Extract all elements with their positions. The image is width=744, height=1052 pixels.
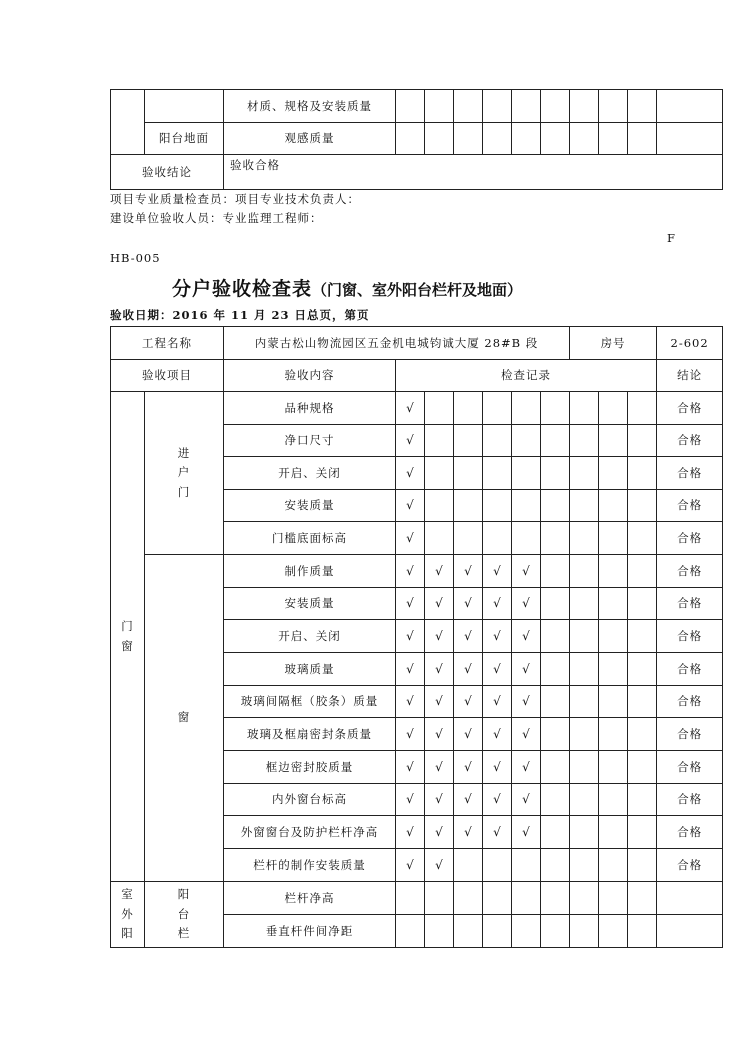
blank-cell <box>111 90 145 155</box>
check-cell <box>628 392 657 425</box>
check-cell <box>570 849 599 882</box>
check-mark: √ <box>396 588 425 620</box>
check-cell <box>599 849 628 882</box>
row-content: 开启、关闭 <box>224 457 396 490</box>
check-cell <box>628 425 657 457</box>
group-main-cell <box>111 392 145 882</box>
group-window-label: 窗 <box>177 710 191 725</box>
room-value: 2-602 <box>657 327 723 360</box>
check-cell <box>570 686 599 718</box>
check-cell <box>541 588 570 620</box>
check-mark: √ <box>512 686 541 718</box>
check-mark: √ <box>396 718 425 751</box>
check-mark: √ <box>396 686 425 718</box>
check-mark: √ <box>425 849 454 882</box>
title-sub: （门窗、室外阳台栏杆及地面） <box>312 281 523 299</box>
group-main-label: 门窗 <box>121 618 134 653</box>
check-cell <box>454 425 483 457</box>
check-mark: √ <box>512 816 541 849</box>
page-title <box>172 274 522 301</box>
check-cell <box>628 882 657 915</box>
row-content: 栏杆的制作安装质量 <box>224 849 396 882</box>
group-railing-cell <box>145 882 224 948</box>
check-cell <box>454 915 483 948</box>
check-cell <box>599 457 628 490</box>
check-mark: √ <box>454 686 483 718</box>
check-mark: √ <box>483 718 512 751</box>
table-row <box>111 392 723 425</box>
check-cell <box>570 425 599 457</box>
check-cell <box>599 588 628 620</box>
check-cell <box>628 490 657 522</box>
check-mark: √ <box>512 620 541 653</box>
group-outdoor-cell <box>111 882 145 948</box>
check-cell <box>628 816 657 849</box>
project-value: 内蒙古松山物流园区五金机电城钧诚大厦 28#B 段 <box>224 327 570 360</box>
row-result: 合格 <box>657 392 723 425</box>
table-row <box>111 555 723 588</box>
check-cell <box>512 915 541 948</box>
row-result: 合格 <box>657 588 723 620</box>
row-content: 观感质量 <box>224 123 396 155</box>
check-cell <box>425 915 454 948</box>
check-mark: √ <box>396 849 425 882</box>
project-label: 工程名称 <box>111 327 224 360</box>
check-cell <box>541 686 570 718</box>
check-cell <box>425 392 454 425</box>
row-result: 合格 <box>657 718 723 751</box>
row-content: 门槛底面标高 <box>224 522 396 555</box>
check-cell <box>541 457 570 490</box>
check-mark: √ <box>396 490 425 522</box>
row-result <box>657 882 723 915</box>
check-cell <box>541 784 570 816</box>
group-door-cell <box>145 392 224 555</box>
group-window-cell <box>145 555 224 882</box>
signature-line-1: 项目专业质量检查员：项目专业技术负责人： <box>110 192 360 206</box>
check-cell <box>570 751 599 784</box>
row-result: 合格 <box>657 620 723 653</box>
row-content: 安装质量 <box>224 588 396 620</box>
row-result: 合格 <box>657 457 723 490</box>
check-mark: √ <box>396 653 425 686</box>
check-mark: √ <box>512 751 541 784</box>
check-mark: √ <box>396 751 425 784</box>
row-item-label: 阳台地面 <box>145 123 224 155</box>
row-content: 外窗窗台及防护栏杆净高 <box>224 816 396 849</box>
acceptance-table <box>110 326 723 948</box>
check-cell <box>599 915 628 948</box>
check-cell <box>599 392 628 425</box>
row-content: 栏杆净高 <box>224 882 396 915</box>
check-cell <box>512 849 541 882</box>
check-cell <box>541 751 570 784</box>
blank-cell <box>145 90 224 123</box>
check-cell <box>570 784 599 816</box>
row-content: 垂直杆件间净距 <box>224 915 396 948</box>
row-result: 合格 <box>657 490 723 522</box>
check-mark: √ <box>425 620 454 653</box>
row-result: 合格 <box>657 816 723 849</box>
check-cell <box>483 392 512 425</box>
row-content: 玻璃及框扇密封条质量 <box>224 718 396 751</box>
row-result: 合格 <box>657 784 723 816</box>
meta-line: 验收日期：2016 年 11 月 23 日总页，第页 <box>110 308 370 322</box>
check-cell <box>628 784 657 816</box>
col-header-item: 验收项目 <box>111 360 224 392</box>
check-mark: √ <box>425 653 454 686</box>
check-cell <box>541 392 570 425</box>
row-result: 合格 <box>657 555 723 588</box>
check-mark: √ <box>483 588 512 620</box>
check-cell <box>425 425 454 457</box>
check-mark: √ <box>454 588 483 620</box>
check-cell <box>396 882 425 915</box>
check-mark: √ <box>454 816 483 849</box>
check-mark: √ <box>454 620 483 653</box>
check-cell <box>570 915 599 948</box>
check-cell <box>483 522 512 555</box>
row-result <box>657 915 723 948</box>
check-cell <box>541 882 570 915</box>
check-cell <box>454 490 483 522</box>
check-cell <box>599 653 628 686</box>
check-mark: √ <box>396 816 425 849</box>
check-cell <box>628 718 657 751</box>
check-cell <box>599 882 628 915</box>
check-cell <box>541 555 570 588</box>
row-content: 材质、规格及安装质量 <box>224 90 396 123</box>
check-cell <box>599 784 628 816</box>
check-cell <box>570 588 599 620</box>
check-cell <box>570 490 599 522</box>
check-mark: √ <box>454 718 483 751</box>
check-cell <box>483 882 512 915</box>
check-cell <box>628 555 657 588</box>
title-main: 分户验收检查表 <box>172 278 313 300</box>
check-cell <box>570 457 599 490</box>
check-cell <box>512 457 541 490</box>
check-cell <box>483 457 512 490</box>
mark-f: F <box>667 231 676 245</box>
row-result: 合格 <box>657 849 723 882</box>
check-mark: √ <box>483 653 512 686</box>
continued-table <box>110 89 723 190</box>
check-cell <box>541 522 570 555</box>
table-row <box>111 882 723 915</box>
check-cell <box>570 718 599 751</box>
row-content: 安装质量 <box>224 490 396 522</box>
check-cell <box>628 849 657 882</box>
row-result: 合格 <box>657 653 723 686</box>
check-mark: √ <box>425 816 454 849</box>
check-cell <box>599 718 628 751</box>
check-mark: √ <box>454 751 483 784</box>
check-mark: √ <box>396 784 425 816</box>
check-cell <box>628 457 657 490</box>
row-result: 合格 <box>657 751 723 784</box>
check-mark: √ <box>425 718 454 751</box>
check-cell <box>599 816 628 849</box>
check-mark: √ <box>396 425 425 457</box>
row-result: 合格 <box>657 522 723 555</box>
check-cell <box>628 686 657 718</box>
check-mark: √ <box>483 620 512 653</box>
check-cell <box>512 392 541 425</box>
conclusion-label: 验收结论 <box>111 155 224 190</box>
check-cell <box>599 490 628 522</box>
check-cell <box>570 816 599 849</box>
check-mark: √ <box>425 784 454 816</box>
check-cell <box>454 392 483 425</box>
check-mark: √ <box>483 686 512 718</box>
check-cell <box>541 620 570 653</box>
check-mark: √ <box>396 522 425 555</box>
check-cell <box>483 425 512 457</box>
row-content: 玻璃间隔框（胶条）质量 <box>224 686 396 718</box>
check-mark: √ <box>512 653 541 686</box>
check-mark: √ <box>512 784 541 816</box>
check-cell <box>454 522 483 555</box>
check-cell <box>425 882 454 915</box>
check-mark: √ <box>425 555 454 588</box>
group-outdoor-label: 室外阳 <box>121 887 134 941</box>
check-cell <box>541 490 570 522</box>
check-mark: √ <box>396 457 425 490</box>
row-content: 内外窗台标高 <box>224 784 396 816</box>
row-content: 净口尺寸 <box>224 425 396 457</box>
col-header-result: 结论 <box>657 360 723 392</box>
check-mark: √ <box>396 555 425 588</box>
check-mark: √ <box>512 555 541 588</box>
check-cell <box>454 882 483 915</box>
check-cell <box>570 653 599 686</box>
check-cell <box>628 522 657 555</box>
col-header-content: 验收内容 <box>224 360 396 392</box>
check-cell <box>599 522 628 555</box>
group-railing-label: 阳台栏 <box>177 887 191 941</box>
check-cell <box>512 490 541 522</box>
check-cell <box>483 849 512 882</box>
table-body <box>111 392 723 948</box>
check-cell <box>628 653 657 686</box>
check-cell <box>570 620 599 653</box>
check-cell <box>570 882 599 915</box>
check-cell <box>512 522 541 555</box>
check-mark: √ <box>483 816 512 849</box>
check-cell <box>570 555 599 588</box>
check-cell <box>396 915 425 948</box>
check-cell <box>599 425 628 457</box>
check-cell <box>599 555 628 588</box>
row-content: 制作质量 <box>224 555 396 588</box>
row-content: 玻璃质量 <box>224 653 396 686</box>
check-cell <box>541 718 570 751</box>
group-door-label: 进户门 <box>177 445 191 499</box>
check-cell <box>628 620 657 653</box>
check-cell <box>512 425 541 457</box>
check-cell <box>570 522 599 555</box>
check-cell <box>599 686 628 718</box>
check-cell <box>570 392 599 425</box>
row-content: 品种规格 <box>224 392 396 425</box>
check-cell <box>425 490 454 522</box>
check-cell <box>541 425 570 457</box>
row-result: 合格 <box>657 425 723 457</box>
row-content: 框边密封胶质量 <box>224 751 396 784</box>
check-cell <box>541 849 570 882</box>
signature-line-2: 建设单位验收人员：专业监理工程师： <box>110 211 323 225</box>
row-result: 合格 <box>657 686 723 718</box>
check-cell <box>483 915 512 948</box>
check-cell <box>628 588 657 620</box>
check-mark: √ <box>425 686 454 718</box>
check-mark: √ <box>396 620 425 653</box>
check-cell <box>599 751 628 784</box>
conclusion-value: 验收合格 <box>224 155 723 190</box>
check-mark: √ <box>512 718 541 751</box>
check-cell <box>512 882 541 915</box>
check-mark: √ <box>512 588 541 620</box>
check-mark: √ <box>483 751 512 784</box>
check-mark: √ <box>454 555 483 588</box>
check-mark: √ <box>396 392 425 425</box>
check-cell <box>483 490 512 522</box>
check-cell <box>454 457 483 490</box>
check-mark: √ <box>483 555 512 588</box>
check-cell <box>454 849 483 882</box>
check-mark: √ <box>483 784 512 816</box>
row-content: 开启、关闭 <box>224 620 396 653</box>
check-mark: √ <box>425 588 454 620</box>
check-cell <box>628 751 657 784</box>
check-cell <box>541 816 570 849</box>
room-label: 房号 <box>570 327 657 360</box>
form-code: HB-005 <box>110 251 161 265</box>
check-mark: √ <box>454 784 483 816</box>
col-header-records: 检查记录 <box>396 360 657 392</box>
check-cell <box>425 522 454 555</box>
check-cell <box>628 915 657 948</box>
check-cell <box>425 457 454 490</box>
check-mark: √ <box>454 653 483 686</box>
check-cell <box>541 915 570 948</box>
check-cell <box>541 653 570 686</box>
check-cell <box>599 620 628 653</box>
check-mark: √ <box>425 751 454 784</box>
